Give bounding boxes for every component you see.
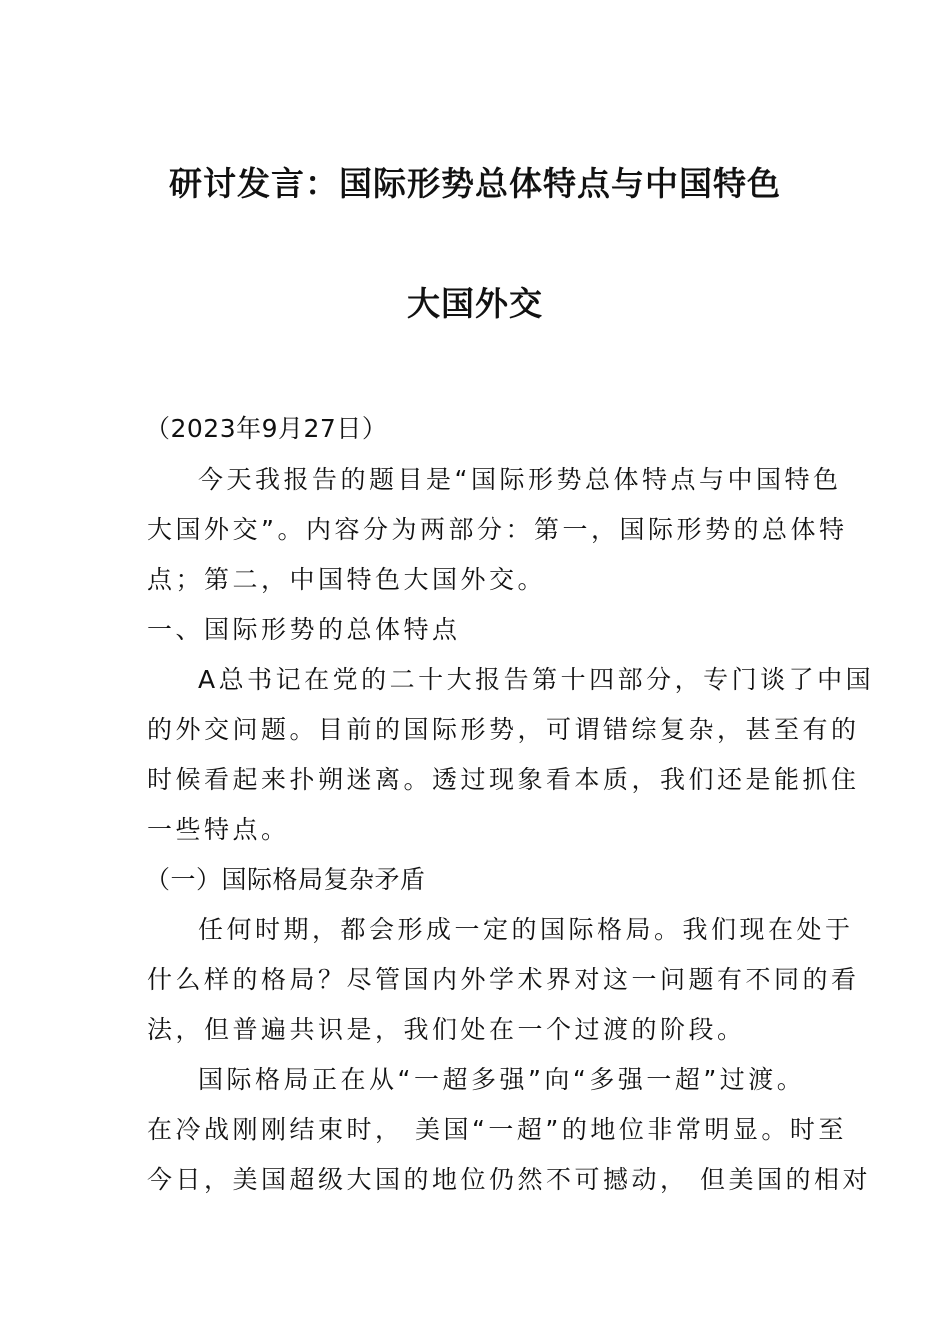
paragraph-line: 点；第二，中国特色大国外交。 [147,565,547,594]
paragraph-line: 大国外交”。内容分为两部分：第一，国际形势的总体特 [147,515,848,544]
paragraph-line: 什么样的格局？尽管国内外学术界对这一问题有不同的看 [147,965,860,994]
paragraph-line: 在冷战刚刚结束时， 美国“一超”的地位非常明显。时至 [147,1115,847,1144]
paragraph-line: A总书记在党的二十大报告第十四部分，专门谈了中国 [198,665,875,694]
document-title-line-1: 研讨发言：国际形势总体特点与中国特色 [169,164,781,203]
paragraph-line: 任何时期，都会形成一定的国际格局。我们现在处于 [198,915,854,944]
subsection-heading: （一）国际格局复杂矛盾 [145,865,426,894]
document-date: （2023年9月27日） [145,414,388,443]
paragraph-line: 国际格局正在从“一超多强”向“多强一超”过渡。 [198,1065,806,1094]
paragraph-line: 时候看起来扑朔迷离。透过现象看本质，我们还是能抓住 [147,765,860,794]
paragraph-line: 今天我报告的题目是“国际形势总体特点与中国特色 [198,465,842,494]
paragraph-line: 的外交问题。目前的国际形势，可谓错综复杂，甚至有的 [147,715,860,744]
paragraph-line: 今日，美国超级大国的地位仍然不可撼动， 但美国的相对 [147,1165,871,1194]
paragraph-line: 法，但普遍共识是，我们处在一个过渡的阶段。 [147,1015,746,1044]
section-heading: 一、国际形势的总体特点 [147,615,461,644]
document-title-line-2: 大国外交 [407,284,543,323]
paragraph-line: 一些特点。 [147,815,290,844]
